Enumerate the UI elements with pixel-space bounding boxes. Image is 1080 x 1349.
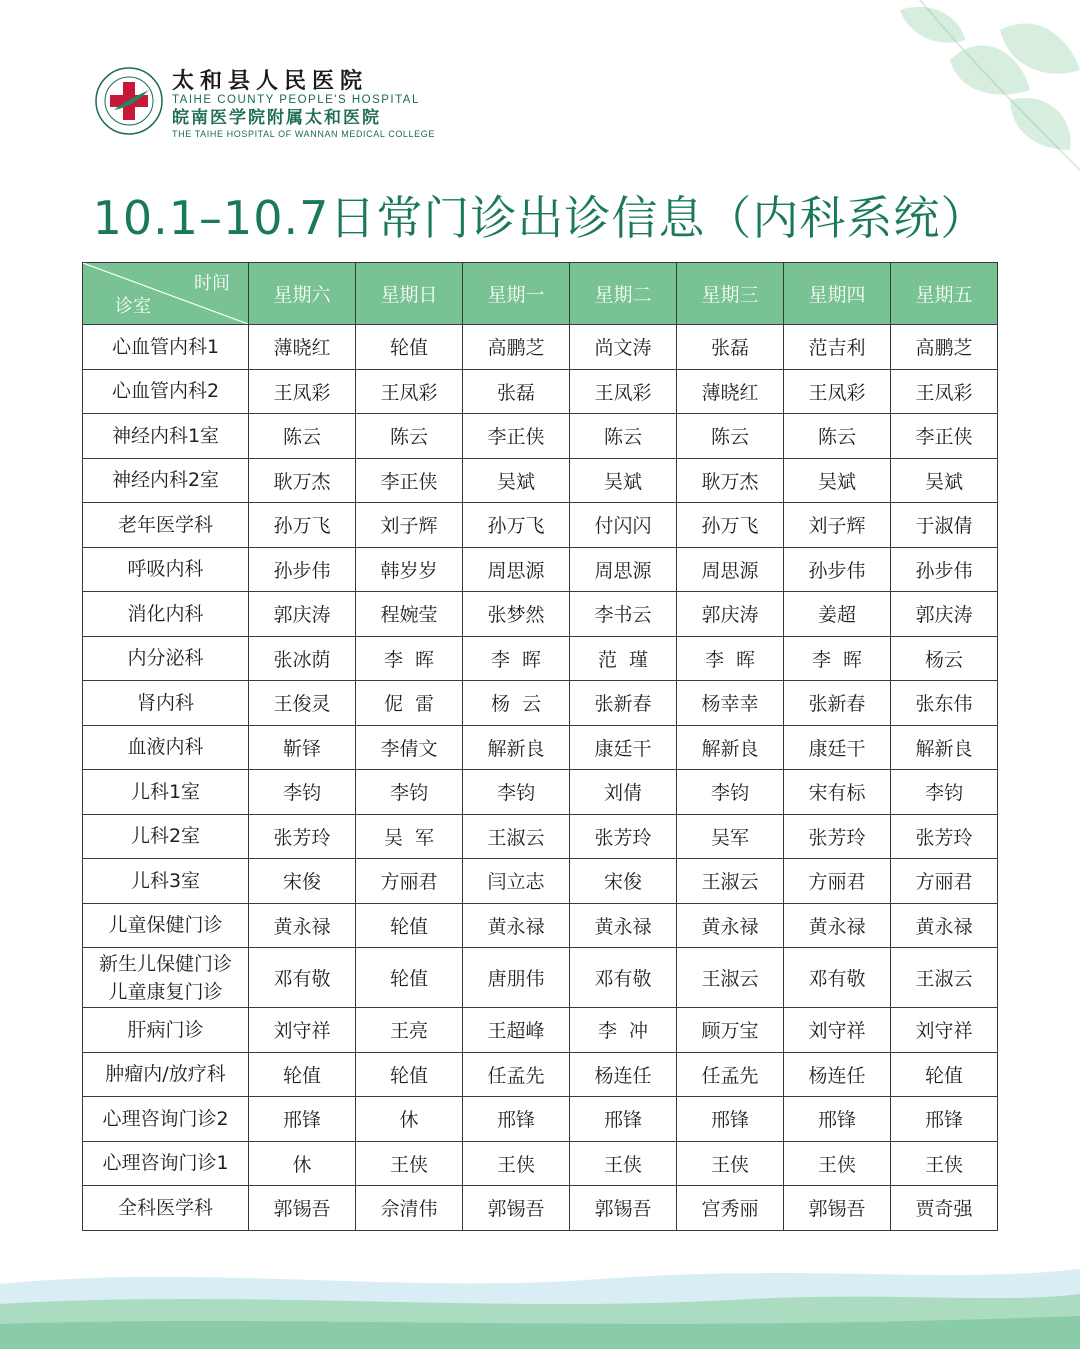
department-cell (83, 414, 249, 459)
doctor-cell: 轮值 (249, 1052, 356, 1097)
doctor-cell: 程婉莹 (356, 592, 463, 637)
doctor-cell: 李 冲 (570, 1008, 677, 1053)
doctor-cell: 李正侠 (463, 414, 570, 459)
department-name: 肝病门诊 (127, 1018, 204, 1041)
hospital-logo (94, 66, 435, 144)
doctor-cell: 方丽君 (784, 859, 891, 904)
doctor-cell: 杨连任 (570, 1052, 677, 1097)
doctor-cell: 任孟先 (677, 1052, 784, 1097)
day-header: 星期六 (249, 263, 356, 325)
department-cell (83, 636, 249, 681)
hospital-name-cn: 太和县人民医院 (172, 68, 369, 94)
doctor-cell: 方丽君 (356, 859, 463, 904)
table-row (83, 547, 998, 592)
department-name: 心理咨询门诊2 (102, 1107, 229, 1130)
department-name: 神经内科2室 (111, 469, 220, 492)
doctor-cell: 李钧 (891, 770, 998, 815)
doctor-cell: 李正侠 (356, 458, 463, 503)
department-name: 呼吸内科 (127, 558, 204, 581)
doctor-cell: 王凤彩 (570, 369, 677, 414)
table-row (83, 369, 998, 414)
doctor-cell: 刘倩 (570, 770, 677, 815)
doctor-cell: 张梦然 (463, 592, 570, 637)
table-row (83, 725, 998, 770)
doctor-cell: 王淑云 (463, 814, 570, 859)
doctor-cell: 郭锡吾 (784, 1186, 891, 1231)
doctor-cell: 张磊 (677, 325, 784, 370)
doctor-cell: 李 晖 (356, 636, 463, 681)
department-name: 血液内科 (127, 736, 204, 759)
doctor-cell: 王淑云 (677, 859, 784, 904)
doctor-cell: 王侠 (891, 1141, 998, 1186)
doctor-cell: 吴斌 (463, 458, 570, 503)
table-row (83, 948, 998, 1008)
doctor-cell: 薄晓红 (677, 369, 784, 414)
doctor-cell: 高鹏芝 (891, 325, 998, 370)
doctor-cell: 黄永禄 (677, 903, 784, 948)
doctor-cell: 陈云 (356, 414, 463, 459)
doctor-cell: 邢锋 (249, 1097, 356, 1142)
doctor-cell: 轮值 (356, 1052, 463, 1097)
doctor-cell: 刘守祥 (784, 1008, 891, 1053)
doctor-cell: 郭锡吾 (249, 1186, 356, 1231)
department-cell (83, 1097, 249, 1142)
table-row (83, 1052, 998, 1097)
doctor-cell: 邓有敬 (784, 948, 891, 1008)
department-cell (83, 814, 249, 859)
department-name: 消化内科 (127, 602, 204, 625)
doctor-cell: 范吉利 (784, 325, 891, 370)
department-cell (83, 1052, 249, 1097)
doctor-cell: 唐朋伟 (463, 948, 570, 1008)
department-name: 儿童保健门诊 (108, 914, 223, 937)
department-cell (83, 325, 249, 370)
doctor-cell: 姜超 (784, 592, 891, 637)
doctor-cell: 佘清伟 (356, 1186, 463, 1231)
table-row (83, 1008, 998, 1053)
department-name: 心血管内科1 (111, 335, 220, 358)
department-cell (83, 1141, 249, 1186)
doctor-cell: 闫立志 (463, 859, 570, 904)
doctor-cell: 李 晖 (677, 636, 784, 681)
doctor-cell: 顾万宝 (677, 1008, 784, 1053)
doctor-cell: 陈云 (677, 414, 784, 459)
table-row (83, 1097, 998, 1142)
doctor-cell: 张芳玲 (249, 814, 356, 859)
table-row (83, 681, 998, 726)
doctor-cell: 黄永禄 (784, 903, 891, 948)
doctor-cell: 韩岁岁 (356, 547, 463, 592)
doctor-cell: 王淑云 (891, 948, 998, 1008)
doctor-cell: 王侠 (677, 1141, 784, 1186)
doctor-cell: 王凤彩 (784, 369, 891, 414)
doctor-cell: 吴斌 (891, 458, 998, 503)
doctor-cell: 李倩文 (356, 725, 463, 770)
department-cell (83, 948, 249, 1008)
doctor-cell: 刘子辉 (784, 503, 891, 548)
department-cell (83, 859, 249, 904)
doctor-cell: 张芳玲 (891, 814, 998, 859)
doctor-cell: 宋俊 (570, 859, 677, 904)
department-name: 心理咨询门诊1 (102, 1152, 229, 1175)
doctor-cell: 杨 云 (463, 681, 570, 726)
bottom-wave-decoration (0, 1254, 1080, 1349)
day-header: 星期一 (463, 263, 570, 325)
doctor-cell: 郭庆涛 (891, 592, 998, 637)
day-header: 星期日 (356, 263, 463, 325)
department-name: 儿科1室 (130, 780, 201, 803)
doctor-cell: 张冰荫 (249, 636, 356, 681)
doctor-cell: 王俊灵 (249, 681, 356, 726)
doctor-cell: 吴军 (677, 814, 784, 859)
department-name: 肿瘤内/放疗科 (105, 1063, 226, 1086)
doctor-cell: 张新春 (784, 681, 891, 726)
table-row (83, 325, 998, 370)
doctor-cell: 宋有标 (784, 770, 891, 815)
department-name: 新生儿保健门诊 (98, 952, 232, 975)
department-cell (83, 592, 249, 637)
doctor-cell: 吴斌 (784, 458, 891, 503)
department-name: 儿科3室 (130, 869, 201, 892)
doctor-cell: 伲 雷 (356, 681, 463, 726)
doctor-cell: 刘子辉 (356, 503, 463, 548)
doctor-cell: 康廷干 (570, 725, 677, 770)
doctor-cell: 高鹏芝 (463, 325, 570, 370)
doctor-cell: 刘守祥 (249, 1008, 356, 1053)
doctor-cell: 吴 军 (356, 814, 463, 859)
doctor-cell: 邓有敬 (249, 948, 356, 1008)
doctor-cell: 张芳玲 (784, 814, 891, 859)
doctor-cell: 任孟先 (463, 1052, 570, 1097)
doctor-cell: 轮值 (356, 903, 463, 948)
doctor-cell: 李钧 (249, 770, 356, 815)
table-row (83, 770, 998, 815)
doctor-cell: 郭庆涛 (249, 592, 356, 637)
doctor-cell: 尚文涛 (570, 325, 677, 370)
doctor-cell: 李书云 (570, 592, 677, 637)
department-cell (83, 458, 249, 503)
doctor-cell: 孙万飞 (463, 503, 570, 548)
department-name: 儿科2室 (130, 825, 201, 848)
department-name: 儿童康复门诊 (108, 980, 223, 1003)
doctor-cell: 邢锋 (677, 1097, 784, 1142)
doctor-cell: 张芳玲 (570, 814, 677, 859)
doctor-cell: 邓有敬 (570, 948, 677, 1008)
doctor-cell: 王凤彩 (891, 369, 998, 414)
department-name: 内分泌科 (127, 647, 204, 670)
department-cell (83, 681, 249, 726)
doctor-cell: 吴斌 (570, 458, 677, 503)
doctor-cell: 黄永禄 (463, 903, 570, 948)
doctor-cell: 孙万飞 (249, 503, 356, 548)
doctor-cell: 周思源 (570, 547, 677, 592)
corner-room-label: 诊室 (115, 296, 151, 317)
doctor-cell: 张东伟 (891, 681, 998, 726)
doctor-cell: 杨幸幸 (677, 681, 784, 726)
doctor-cell: 付闪闪 (570, 503, 677, 548)
hospital-name-en: TAIHE COUNTY PEOPLE'S HOSPITAL (172, 94, 420, 106)
department-name: 全科医学科 (117, 1196, 213, 1219)
doctor-cell: 靳铎 (249, 725, 356, 770)
department-cell (83, 1186, 249, 1231)
doctor-cell: 邢锋 (784, 1097, 891, 1142)
table-row (83, 636, 998, 681)
doctor-cell: 王亮 (356, 1008, 463, 1053)
day-header: 星期五 (891, 263, 998, 325)
doctor-cell: 郭锡吾 (570, 1186, 677, 1231)
doctor-cell: 王凤彩 (249, 369, 356, 414)
department-name: 心血管内科2 (111, 380, 220, 403)
table-row (83, 1186, 998, 1231)
table-corner-cell (83, 263, 249, 325)
doctor-cell: 王侠 (784, 1141, 891, 1186)
doctor-cell: 解新良 (891, 725, 998, 770)
doctor-cell: 休 (249, 1141, 356, 1186)
doctor-cell: 耿万杰 (249, 458, 356, 503)
doctor-cell: 王超峰 (463, 1008, 570, 1053)
department-cell (83, 503, 249, 548)
table-row (83, 503, 998, 548)
doctor-cell: 贾奇强 (891, 1186, 998, 1231)
doctor-cell: 周思源 (677, 547, 784, 592)
affiliate-name-en: THE TAIHE HOSPITAL OF WANNAN MEDICAL COLLEGE (172, 129, 435, 139)
doctor-cell: 耿万杰 (677, 458, 784, 503)
corner-time-label: 时间 (194, 273, 230, 294)
doctor-cell: 孙步伟 (249, 547, 356, 592)
day-header: 星期三 (677, 263, 784, 325)
page-title: 10.1–10.7日常门诊出诊信息（内科系统） (92, 191, 988, 245)
doctor-cell: 黄永禄 (891, 903, 998, 948)
doctor-cell: 杨云 (891, 636, 998, 681)
table-row (83, 592, 998, 637)
doctor-cell: 李 晖 (463, 636, 570, 681)
doctor-cell: 杨连任 (784, 1052, 891, 1097)
doctor-cell: 康廷干 (784, 725, 891, 770)
doctor-cell: 陈云 (784, 414, 891, 459)
doctor-cell: 李正侠 (891, 414, 998, 459)
table-row (83, 414, 998, 459)
doctor-cell: 黄永禄 (249, 903, 356, 948)
doctor-cell: 周思源 (463, 547, 570, 592)
department-name: 老年医学科 (117, 513, 213, 536)
doctor-cell: 解新良 (677, 725, 784, 770)
table-row (83, 814, 998, 859)
doctor-cell: 张新春 (570, 681, 677, 726)
doctor-cell: 王凤彩 (356, 369, 463, 414)
day-header: 星期二 (570, 263, 677, 325)
doctor-cell: 郭庆涛 (677, 592, 784, 637)
doctor-cell: 王侠 (356, 1141, 463, 1186)
doctor-cell: 宋俊 (249, 859, 356, 904)
department-cell (83, 547, 249, 592)
doctor-cell: 黄永禄 (570, 903, 677, 948)
department-cell (83, 369, 249, 414)
doctor-cell: 方丽君 (891, 859, 998, 904)
table-row (83, 903, 998, 948)
doctor-cell: 孙步伟 (784, 547, 891, 592)
department-name: 肾内科 (136, 691, 194, 714)
doctor-cell: 刘守祥 (891, 1008, 998, 1053)
doctor-cell: 轮值 (891, 1052, 998, 1097)
doctor-cell: 范 瑾 (570, 636, 677, 681)
table-row (83, 1141, 998, 1186)
doctor-cell: 解新良 (463, 725, 570, 770)
doctor-cell: 李 晖 (784, 636, 891, 681)
doctor-cell: 李钧 (463, 770, 570, 815)
affiliate-name-cn: 皖南医学院附属太和医院 (172, 108, 381, 128)
day-header: 星期四 (784, 263, 891, 325)
doctor-cell: 张磊 (463, 369, 570, 414)
doctor-cell: 休 (356, 1097, 463, 1142)
doctor-cell: 薄晓红 (249, 325, 356, 370)
leaf-decoration (750, 0, 1080, 190)
doctor-cell: 王侠 (463, 1141, 570, 1186)
department-cell (83, 725, 249, 770)
doctor-cell: 王侠 (570, 1141, 677, 1186)
table-row (83, 458, 998, 503)
department-cell (83, 903, 249, 948)
doctor-cell: 李钧 (356, 770, 463, 815)
doctor-cell: 邢锋 (891, 1097, 998, 1142)
table-row (83, 859, 998, 904)
doctor-cell: 陈云 (249, 414, 356, 459)
schedule-table (82, 262, 998, 1231)
doctor-cell: 邢锋 (570, 1097, 677, 1142)
doctor-cell: 宫秀丽 (677, 1186, 784, 1231)
doctor-cell: 郭锡吾 (463, 1186, 570, 1231)
doctor-cell: 李钧 (677, 770, 784, 815)
doctor-cell: 王淑云 (677, 948, 784, 1008)
doctor-cell: 陈云 (570, 414, 677, 459)
department-cell (83, 1008, 249, 1053)
doctor-cell: 孙步伟 (891, 547, 998, 592)
doctor-cell: 邢锋 (463, 1097, 570, 1142)
doctor-cell: 轮值 (356, 948, 463, 1008)
table-body (83, 325, 998, 1231)
table-header-row (83, 263, 998, 325)
department-cell (83, 770, 249, 815)
doctor-cell: 孙万飞 (677, 503, 784, 548)
department-name: 神经内科1室 (111, 424, 220, 447)
hospital-cross-emblem-icon (94, 66, 164, 136)
doctor-cell: 于淑倩 (891, 503, 998, 548)
doctor-cell: 轮值 (356, 325, 463, 370)
